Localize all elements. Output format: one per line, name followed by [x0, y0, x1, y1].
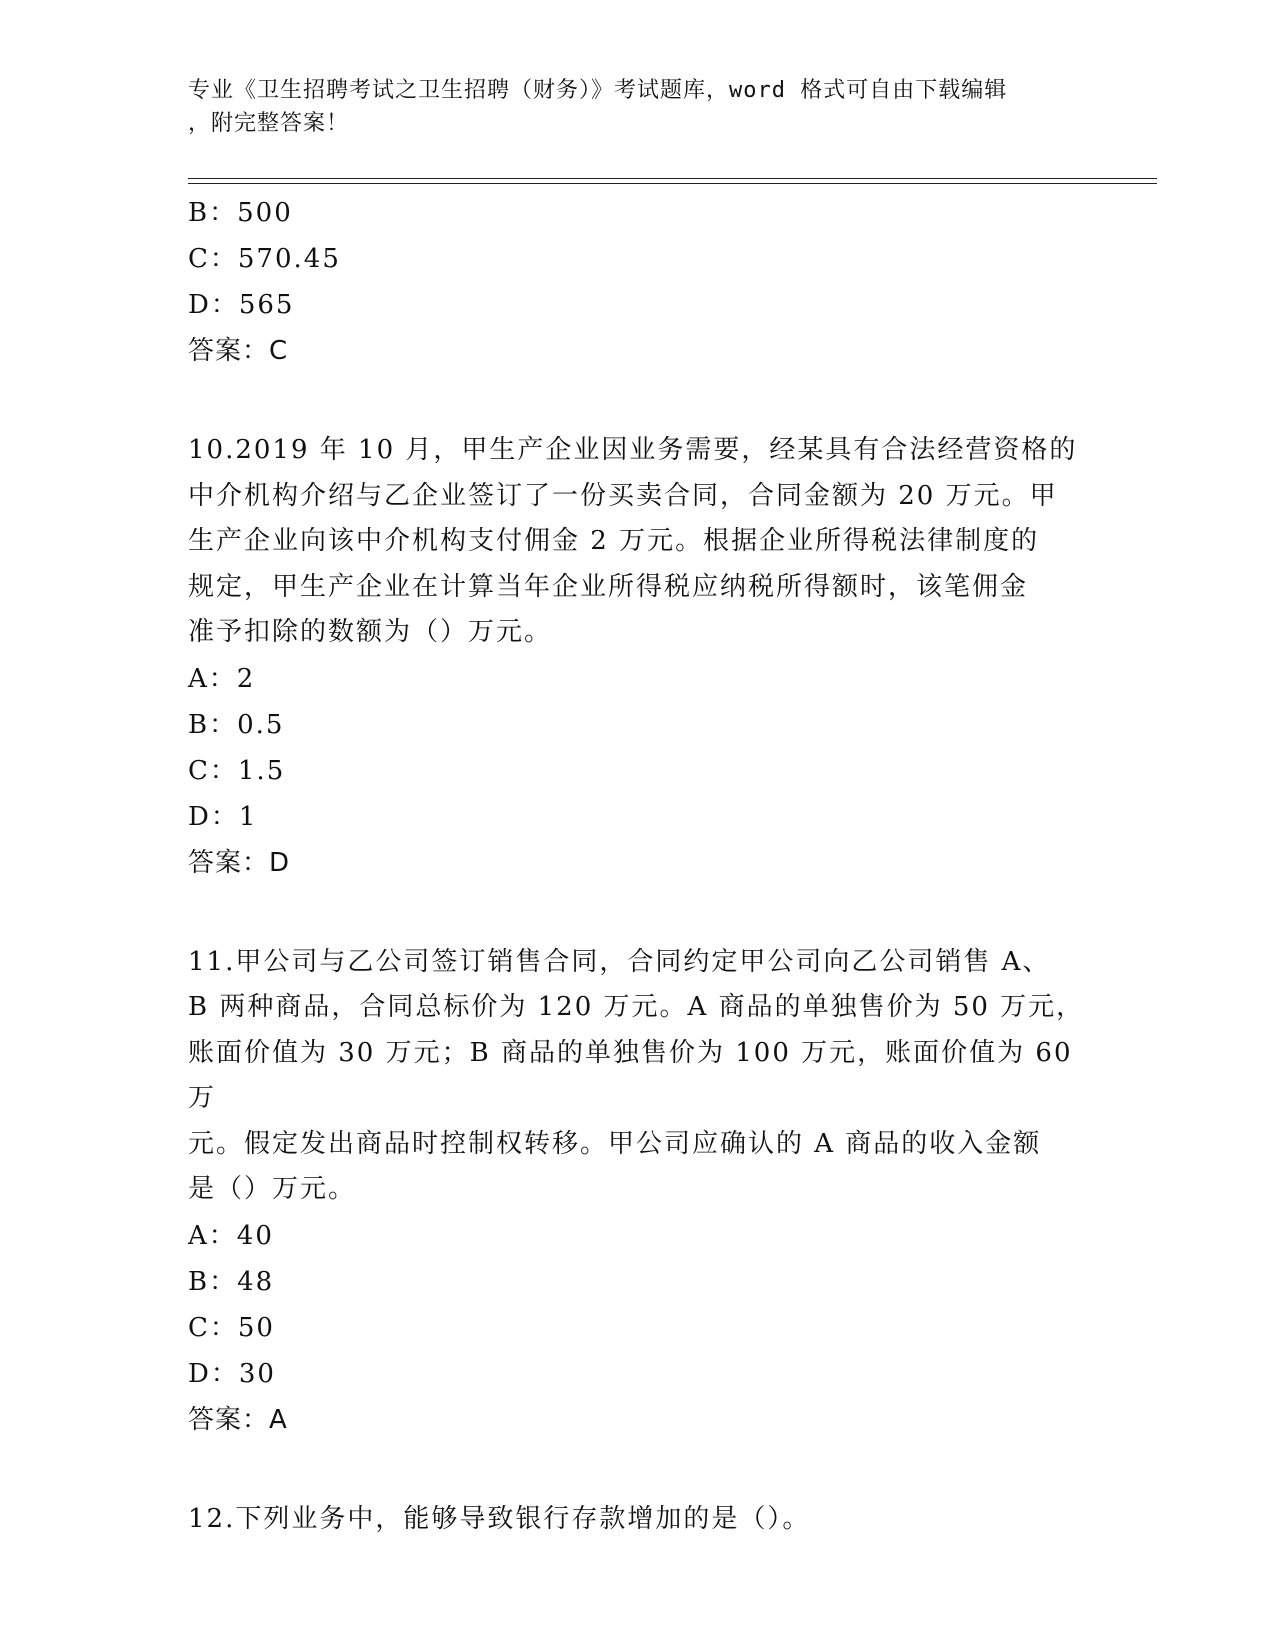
- header-line-2: ，附完整答案！: [188, 111, 350, 136]
- option-d: D：30: [188, 1358, 276, 1389]
- option-b: B：500: [188, 198, 293, 228]
- header-divider-bottom: [188, 183, 1157, 184]
- header-divider-top: [188, 178, 1157, 179]
- option-c: C：1.5: [188, 755, 286, 786]
- question-stem: 11.甲公司与乙公司签订销售合同，合同约定甲公司向乙公司销售 A、 B 两种商品，合同总标价为 120 万元。A 商品的单独售价为 50 万元， 账面价值为 30 万元；B 商品的单独售价为 100 万元，账面价值为 60 万 元。假定发出商品时控制权转移。甲公司应确认的 A 商品的收入金额 是（）万元。: [188, 946, 1085, 1204]
- option-a: A：2: [188, 663, 256, 694]
- question-stem: 12.下列业务中，能够导致银行存款增加的是（）。: [188, 1503, 811, 1534]
- question-12: [188, 1497, 1088, 1543]
- option-c: C：570.45: [188, 244, 341, 274]
- option-d: D：1: [188, 801, 258, 832]
- answer-line: 答案：D: [188, 847, 291, 878]
- option-a: A：40: [188, 1220, 274, 1251]
- answer-line: 答案：A: [188, 1404, 288, 1435]
- question-stem: 10.2019 年 10 月，甲生产企业因业务需要，经某具有合法经营资格的 中介机构介绍与乙企业签订了一份买卖合同，合同金额为 20 万元。甲 生产企业向该中介机构支付佣金 2 万元。根据企业所得税法律制度的 规定，甲生产企业在计算当年企业所得税应纳税所得额时，该笔佣金 准予扣除的数额为（）万元。: [188, 435, 1078, 647]
- header-line-1: 专业《卫生招聘考试之卫生招聘（财务）》考试题库，word 格式可自由下载编辑: [188, 78, 1008, 103]
- option-b: B：0.5: [188, 709, 285, 740]
- option-c: C：50: [188, 1312, 275, 1343]
- option-d: D：565: [188, 290, 295, 320]
- previous-question-tail: [188, 190, 1088, 374]
- answer-line: 答案：C: [188, 336, 289, 366]
- exam-content: [188, 190, 1088, 1542]
- question-10: [188, 428, 1088, 886]
- question-11: [188, 940, 1088, 1443]
- option-b: B：48: [188, 1266, 275, 1297]
- page-header: [188, 74, 1068, 140]
